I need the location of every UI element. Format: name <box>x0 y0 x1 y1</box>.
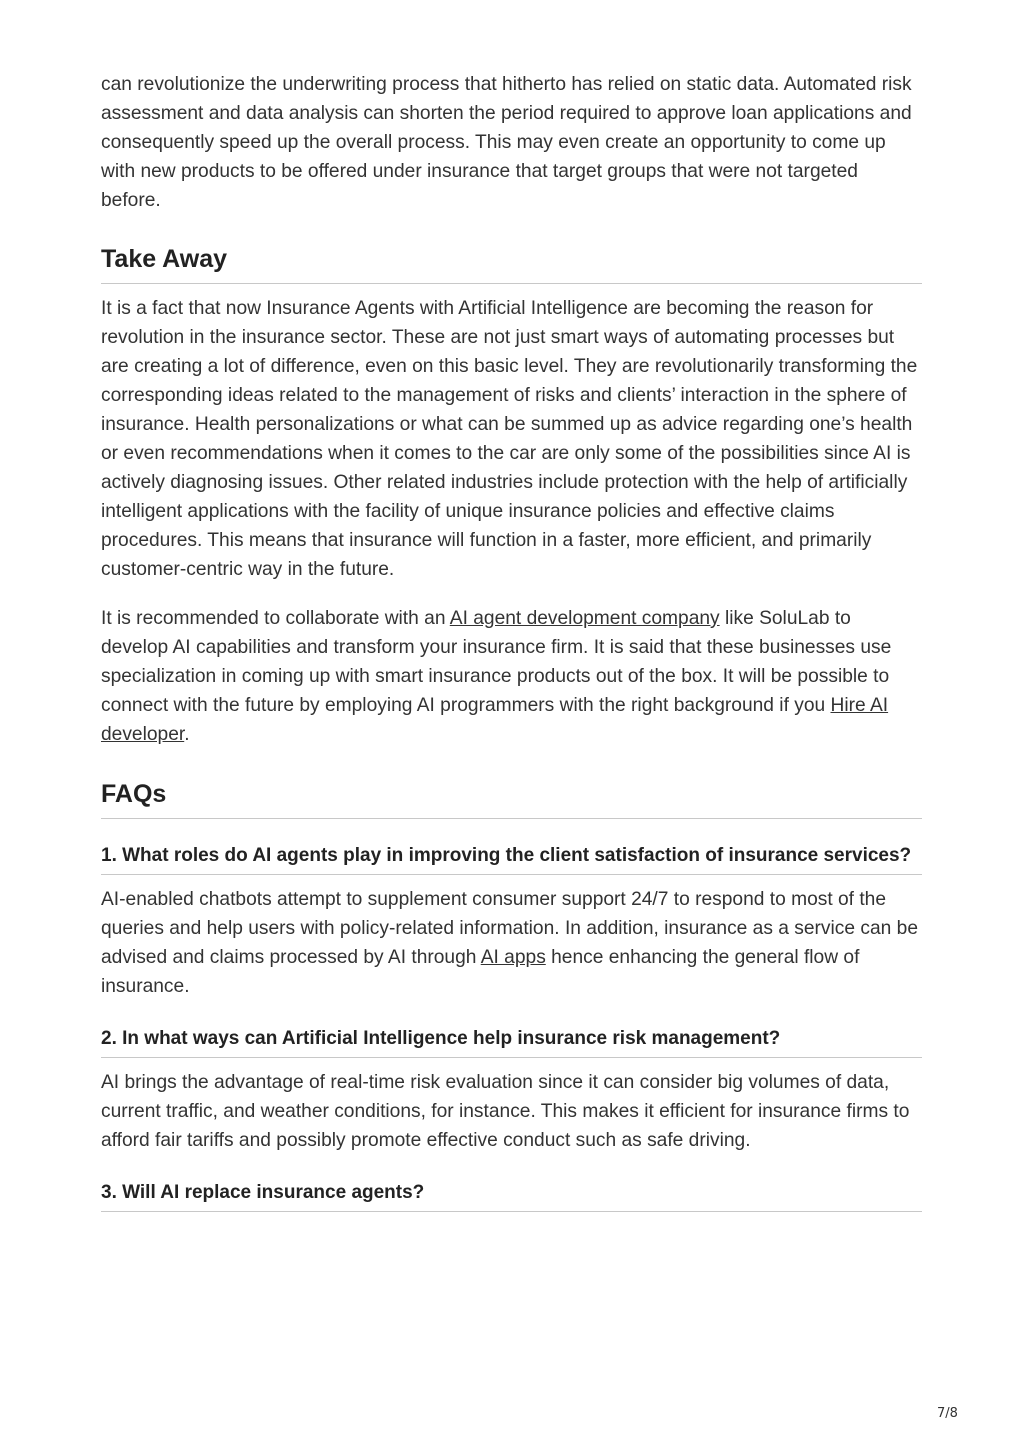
faqs-heading: FAQs <box>101 779 922 819</box>
intro-paragraph: can revolutionize the underwriting process that hitherto has relied on static data. Automated risk assessment and data analysis can shorten the period required to approve loan applications and consequently speed up the overall process. This may even create an opportunity to come up with new products to be offered under insurance that target groups that were not targeted before. <box>101 74 912 211</box>
faq-answer-2: AI brings the advantage of real-time risk evaluation since it can consider big volumes of data, current traffic, and weather conditions, for instance. This makes it efficient for insurance firms to afford fair tariffs and possibly promote effective conduct such as safe driving. <box>101 1072 910 1151</box>
faq-answer-1-text-a: AI-enabled chatbots attempt to supplement consumer support 24/7 to respond to most of the queries and help users with policy-related information. In addition, insurance as a service can be advised and claims processed by AI through <box>101 889 918 968</box>
takeaway-paragraph-2-end: . <box>184 724 190 745</box>
faq-question-2: 2. In what ways can Artificial Intelligence help insurance risk management? <box>101 1027 922 1058</box>
takeaway-paragraph-2 <box>101 604 922 749</box>
faq-question-1: 1. What roles do AI agents play in improving the client satisfaction of insurance services? <box>101 844 922 875</box>
takeaway-paragraph-2-text-b: like SoluLab to develop AI capabilities and transform your insurance firm. It is said that these businesses use specialization in coming up with smart insurance products out of the box. It will be possible to connect with the future by employing AI programmers with the right background if you <box>101 608 892 716</box>
ai-apps-link[interactable]: AI apps <box>480 947 546 968</box>
takeaway-paragraph-2-text-a: It is recommended to collaborate with an <box>101 608 450 629</box>
page-number: 7/8 <box>937 1406 958 1421</box>
article-content <box>101 70 922 1212</box>
faq-answer-1-text-b: hence enhancing the general flow of insurance. <box>101 947 860 997</box>
takeaway-paragraph-1: It is a fact that now Insurance Agents with Artificial Intelligence are becoming the reason for revolution in the insurance sector. These are not just smart ways of automating processes but are creating a lot of difference, even on this basic level. They are revolutionarily transforming the corresponding ideas related to the management of risks and clients’ interaction in the sphere of insurance. Health personalizations or what can be summed up as advice regarding one’s health or even recommendations when it comes to the car are only some of the possibilities since AI is actively diagnosing issues. Other related industries include protection with the help of artificially intelligent applications with the facility of unique insurance policies and effective claims procedures. This means that insurance will function in a faster, more efficient, and primarily customer-centric way in the future. <box>101 298 918 580</box>
hire-ai-developer-link[interactable]: Hire AI developer <box>101 695 889 745</box>
ai-agent-development-company-link[interactable]: AI agent development company <box>449 608 720 629</box>
takeaway-heading: Take Away <box>101 244 922 284</box>
faq-question-3: 3. Will AI replace insurance agents? <box>101 1181 922 1212</box>
faq-answer-1 <box>101 885 922 1001</box>
